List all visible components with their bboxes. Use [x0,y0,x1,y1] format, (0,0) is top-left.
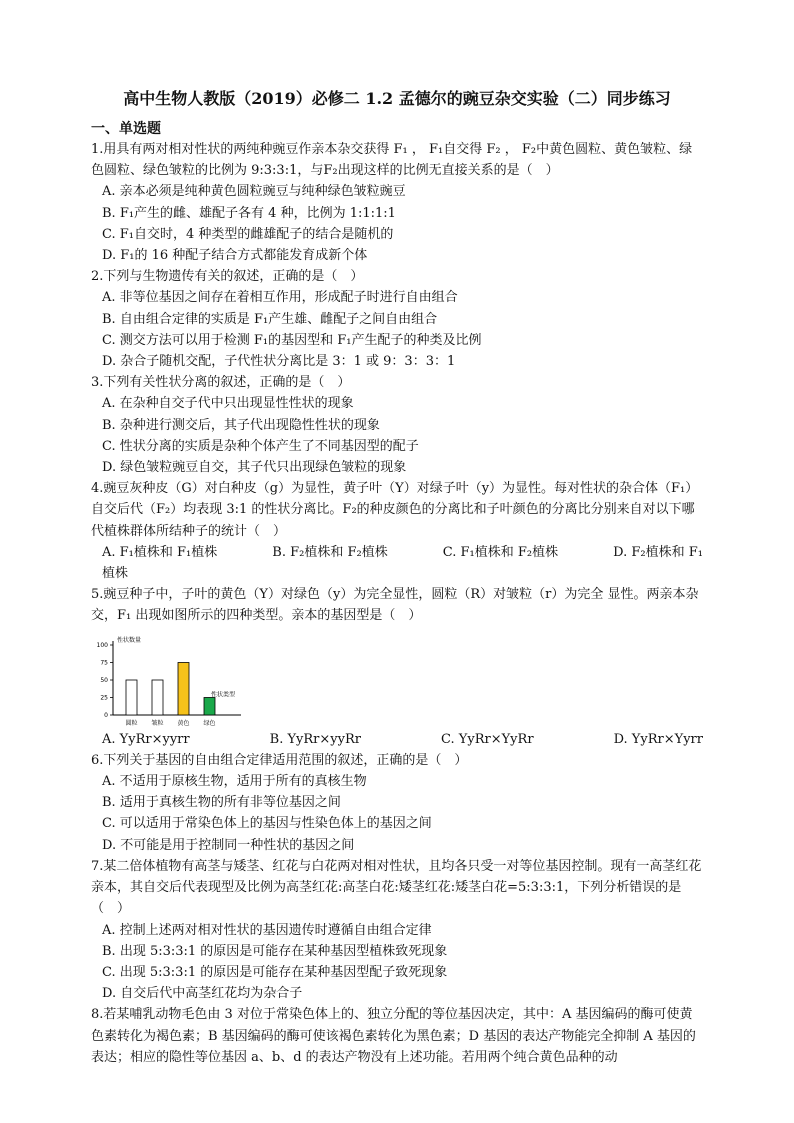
x-axis-label: 性状类型 [210,691,236,699]
question-2 [91,266,703,372]
option-c[interactable]: C. F₁自交时，4 种类型的雌雄配子的结合是随机的 [102,226,394,242]
section-heading: 一、单选题 [91,121,161,137]
bar-绿色 [204,697,215,715]
question-7 [91,856,703,1004]
question-stem: 4.豌豆灰种皮（G）对白种皮（g）为显性，黄子叶（Y）对绿子叶（y）为显性。每对性状的杂合体（F₁）自交后代（F₂）均表现 3:1 的性状分离比。F₂的种皮颜色的分离比和子叶颜色的分离比分别来自对以下哪代植株群体所结种子的统计（ ） [91,481,699,539]
y-tick-label: 25 [100,694,108,702]
document-title: 高中生物人教版（2019）必修二 1.2 孟德尔的豌豆杂交实验（二）同步练习 [123,89,671,108]
option-a[interactable]: A. 亲本必须是纯种黄色圆粒豌豆与纯种绿色皱粒豌豆 [102,184,406,200]
y-axis-label: 性状数量 [117,636,142,644]
option-b[interactable]: B. 适用于真核生物的所有非等位基因之间 [102,795,341,811]
option-b[interactable]: B. 自由组合定律的实质是 F₁产生雄、雌配子之间自由组合 [102,311,438,327]
option-d[interactable]: D. 自交后代中高茎红花均为杂合子 [102,986,303,1002]
option-c[interactable]: C. 测交方法可以用于检测 F₁的基因型和 F₁产生配子的种类及比例 [102,332,482,348]
question-6 [91,750,703,856]
option-a[interactable]: A. YyRr×yyrr [102,731,190,747]
y-tick-label: 75 [100,659,108,667]
x-tick-label: 圆粒 [125,719,138,727]
question-stem: 8.若某哺乳动物毛色由 3 对位于常染色体上的、独立分配的等位基因决定，其中：A 基因编码的酶可使黄色素转化为褐色素；B 基因编码的酶可使该褐色素转化为黑色素；D 基因的表达产物能完全抑制 A 基因的表达；相应的隐性等位基因 a、b、d 的表达产物没有上述功能。若用两个纯合黄色品种的动 [91,1007,696,1065]
y-tick-label: 100 [96,641,108,649]
x-tick-label: 黄色 [177,719,190,727]
option-a[interactable]: A. F₁植株和 F₁植株 [102,544,218,560]
option-c[interactable]: C. F₁植株和 F₂植株 [442,544,559,560]
option-c[interactable]: C. YyRr×YyRr [441,731,534,747]
y-tick-label: 0 [104,711,108,719]
question-stem: 2.下列与生物遗传有关的叙述，正确的是（ ） [91,269,364,285]
question-stem: 3.下列有关性状分离的叙述，正确的是（ ） [91,375,351,391]
question-3 [91,372,703,478]
question-list [91,139,703,1068]
bar-黄色 [178,662,189,715]
question-stem: 5.豌豆种子中，子叶的黄色（Y）对绿色（y）为完全显性，圆粒（R）对皱粒（r）为完全 显性。两亲本杂交，F₁ 出现如图所示的四种类型。亲本的基因型是（ ） [91,587,699,624]
option-d[interactable]: D. F₁的 16 种配子结合方式都能发育成新个体 [102,248,368,264]
question-4 [91,478,703,584]
option-c[interactable]: C. 性状分离的实质是杂种个体产生了不同基因型的配子 [102,438,419,454]
option-d[interactable]: D. 绿色皱粒豌豆自交，其子代只出现绿色皱粒的现象 [102,460,407,476]
option-d[interactable]: D. F₂植株和 F₁ [613,544,703,560]
bar-皱粒 [152,680,163,715]
option-b[interactable]: B. YyRr×yyRr [269,731,361,747]
bar-圆粒 [126,680,137,715]
option-d[interactable]: D. 不可能是用于控制同一种性状的基因之间 [102,837,355,853]
bar-chart [91,631,703,729]
question-5 [91,584,703,750]
option-d-continued: 植株 [102,566,129,582]
option-b[interactable]: B. 杂种进行测交后，其子代出现隐性性状的现象 [102,417,380,433]
option-c[interactable]: C. 可以适用于常染色体上的基因与性染色体上的基因之间 [102,816,432,832]
option-b[interactable]: B. 出现 5:3:3:1 的原因是可能存在某种基因型植株致死现象 [102,943,448,959]
question-stem: 7.某二倍体植物有高茎与矮茎、红花与白花两对相对性状，且均各只受一对等位基因控制。现有一高茎红花亲本，其自交后代表现型及比例为高茎红花:高茎白花:矮茎红花:矮茎白花=5:3:3:1，下列分析错误的是（ ） [91,858,702,917]
bar-chart-svg [91,631,251,729]
option-b[interactable]: B. F₂植株和 F₂植株 [272,544,388,560]
option-a[interactable]: A. 控制上述两对相对性状的基因遗传时遵循自由组合定律 [102,922,432,938]
y-tick-label: 50 [100,676,108,684]
option-a[interactable]: A. 不适用于原核生物，适用于所有的真核生物 [102,774,367,790]
option-d[interactable]: D. YyRr×Yyrr [613,731,703,747]
option-c[interactable]: C. 出现 5:3:3:1 的原因是可能存在某种基因型配子致死现象 [102,964,448,980]
question-stem: 6.下列关于基因的自由组合定律适用范围的叙述，正确的是（ ） [91,752,468,768]
options-row [91,542,703,563]
question-stem: 1.用具有两对相对性状的两纯种豌豆作亲本杂交获得 F₁ ， F₁自交得 F₂ ， F₂中黄色圆粒、黄色皱粒、绿色圆粒、绿色皱粒的比例为 9:3:3:1，与F₂出现这样的比例无直接关系的是（ ） [91,142,693,179]
x-tick-label: 绿色 [203,719,216,727]
options-row [91,729,703,750]
question-1 [91,139,703,266]
option-b[interactable]: B. F₁产生的雌、雄配子各有 4 种，比例为 1:1:1:1 [102,205,396,221]
option-a[interactable]: A. 非等位基因之间存在着相互作用，形成配子时进行自由组合 [102,290,458,306]
option-d[interactable]: D. 杂合子随机交配，子代性状分离比是 3：1 或 9：3：3：1 [102,354,456,370]
option-a[interactable]: A. 在杂种自交子代中只出现显性性状的现象 [102,396,354,412]
question-8 [91,1004,703,1068]
x-tick-label: 皱粒 [151,719,164,727]
